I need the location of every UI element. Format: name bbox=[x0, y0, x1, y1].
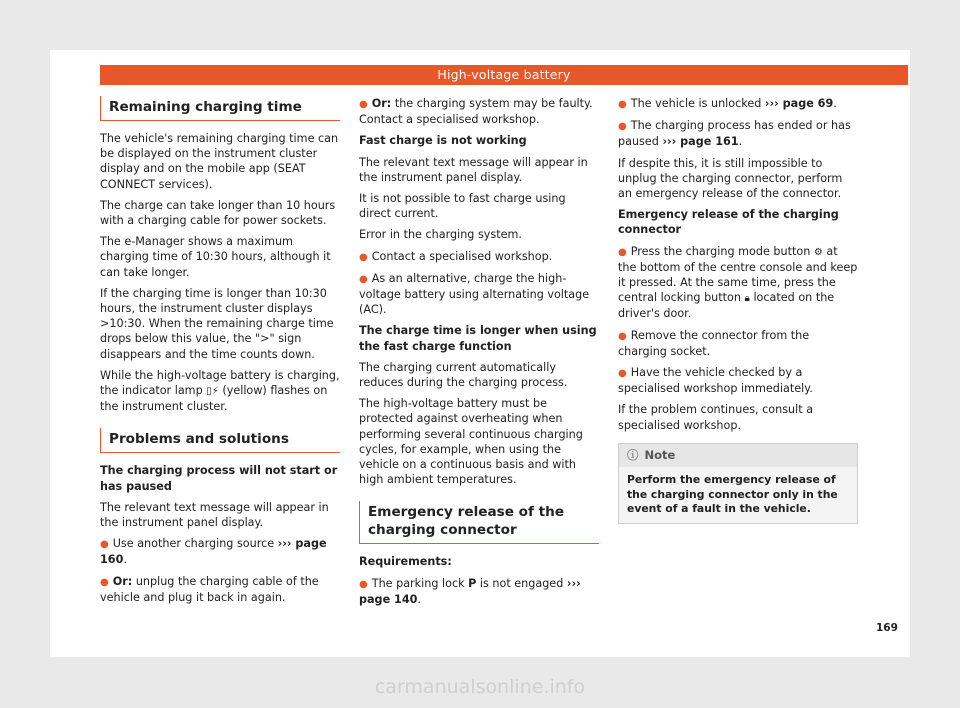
subheading: The charge time is longer when using the fast charge function bbox=[359, 324, 597, 353]
list-item bbox=[359, 249, 599, 265]
list-text: Use another charging source bbox=[112, 537, 275, 551]
list-item: ● The parking lock P is not engaged ››› page 140. bbox=[359, 576, 581, 606]
paragraph: The relevant text message will appear in the instrument panel display. bbox=[100, 500, 329, 530]
note-title: Note bbox=[644, 447, 676, 462]
page-link[interactable]: ››› page 140 bbox=[359, 576, 581, 606]
subheading: The charging process will not start or has paused bbox=[100, 464, 338, 493]
bullet-icon: ● bbox=[100, 576, 109, 588]
battery-charge-indicator-icon: ▯⚡ bbox=[206, 386, 219, 398]
bullet-icon: ● bbox=[618, 121, 627, 133]
list-text: located on the driver's door. bbox=[618, 291, 835, 321]
info-icon: ⓘ bbox=[627, 447, 639, 462]
column-2 bbox=[359, 96, 599, 613]
list-text: at the bottom of the centre console and keep it pressed. At the same time, press the central locking button bbox=[618, 244, 858, 305]
page-link[interactable]: ››› page 161 bbox=[662, 135, 739, 149]
list-item bbox=[618, 328, 858, 359]
list-item: ● Use another charging source ››› page 160. bbox=[100, 537, 327, 567]
list-text: is not engaged bbox=[479, 576, 564, 590]
subheading: Emergency release of the charging connector bbox=[618, 208, 839, 237]
watermark-footer: carmanualsonline.info bbox=[374, 676, 586, 698]
heading-emergency-release: Emergency release of the charging connector bbox=[359, 501, 599, 544]
list-text: As an alternative, charge the high-voltage battery using alternating voltage (AC). bbox=[359, 271, 590, 317]
list-text: Press the charging mode button bbox=[630, 244, 811, 258]
parking-lock-symbol: P bbox=[468, 576, 477, 590]
manual-page bbox=[50, 50, 910, 657]
list-item bbox=[618, 365, 858, 396]
bullet-icon: ● bbox=[618, 99, 627, 110]
heading-remaining-charging-time: Remaining charging time bbox=[100, 96, 340, 121]
paragraph: If despite this, it is still impossible to unplug the charging connector, perform an emergency release of the connector. bbox=[618, 156, 843, 201]
lock-icon: 🔒︎ bbox=[744, 293, 750, 305]
list-text: unplug the charging cable of the vehicle and plug it back in again. bbox=[100, 574, 319, 604]
list-text: Contact a specialised workshop. bbox=[371, 249, 553, 263]
paragraph-text: While the high-voltage battery is charging, the indicator lamp bbox=[100, 368, 340, 398]
paragraph: The charge can take longer than 10 hours with a charging cable for power sockets. bbox=[100, 198, 336, 228]
page-link[interactable]: ››› page 69 bbox=[764, 97, 834, 110]
list-item bbox=[359, 271, 599, 318]
section-header: High-voltage battery bbox=[100, 65, 908, 85]
paragraph: The vehicle's remaining charging time can be displayed on the instrument cluster display and on the mobile app (SEAT CONNECT services). bbox=[100, 132, 339, 191]
paragraph: If the problem continues, consult a specialised workshop. bbox=[618, 403, 814, 432]
list-item bbox=[359, 96, 599, 127]
paragraph: The relevant text message will appear in the instrument panel display. bbox=[359, 155, 588, 184]
page-number: 169 bbox=[876, 622, 898, 634]
list-lead: Or: bbox=[112, 574, 133, 588]
list-item bbox=[100, 574, 340, 605]
paragraph-text: (yellow) flashes on the instrument cluster. bbox=[100, 384, 328, 414]
list-item: ● The vehicle is unlocked ››› page 69. bbox=[618, 97, 837, 110]
bullet-icon: ● bbox=[359, 99, 368, 110]
requirements-label: Requirements: bbox=[359, 555, 452, 569]
bullet-icon: ● bbox=[618, 368, 627, 380]
note-box bbox=[618, 443, 858, 524]
list-item bbox=[618, 244, 858, 322]
bullet-icon: ● bbox=[359, 273, 368, 285]
bullet-icon: ● bbox=[618, 330, 627, 342]
list-text: The charging process has ended or has paused bbox=[618, 119, 851, 149]
paragraph bbox=[100, 368, 340, 415]
bullet-icon: ● bbox=[359, 578, 368, 590]
paragraph: The e-Manager shows a maximum charging time of 10:30 hours, although it can take longer. bbox=[100, 235, 331, 279]
charging-mode-icon: ⚙ bbox=[813, 246, 823, 258]
list-text: the charging system may be faulty. Contact a specialised workshop. bbox=[359, 97, 593, 127]
column-1 bbox=[100, 96, 340, 611]
paragraph: The high-voltage battery must be protected against overheating when performing several continuous charging cycles, for example, when using the vehicle on a continuous basis and with high ambient temperatures. bbox=[359, 397, 583, 487]
column-3 bbox=[618, 96, 858, 524]
subheading: Fast charge is not working bbox=[359, 134, 527, 148]
list-text: The parking lock bbox=[371, 576, 465, 590]
list-lead: Or: bbox=[371, 97, 392, 110]
page-link[interactable]: ››› page 160 bbox=[100, 537, 327, 567]
bullet-icon: ● bbox=[618, 246, 627, 258]
bullet-icon: ● bbox=[100, 539, 109, 551]
paragraph: It is not possible to fast charge using direct current. bbox=[359, 192, 566, 221]
list-text: Have the vehicle checked by a specialised workshop immediately. bbox=[618, 366, 813, 396]
paragraph: If the charging time is longer than 10:30 hours, the instrument cluster displays >10:30. When the remaining charge time drops below this value, the ">" sign disappears and the time counts down. bbox=[100, 286, 334, 361]
heading-problems-solutions: Problems and solutions bbox=[100, 428, 340, 453]
list-text: Remove the connector from the charging socket. bbox=[618, 328, 810, 358]
paragraph: The charging current automatically reduces during the charging process. bbox=[359, 360, 568, 390]
note-body: Perform the emergency release of the charging connector only in the event of a fault in the vehicle. bbox=[627, 473, 838, 516]
list-item: ● The charging process has ended or has paused ››› page 161. bbox=[618, 119, 851, 149]
bullet-icon: ● bbox=[359, 251, 368, 263]
list-text: The vehicle is unlocked bbox=[630, 97, 762, 110]
paragraph: Error in the charging system. bbox=[359, 228, 522, 242]
note-header bbox=[619, 444, 857, 467]
